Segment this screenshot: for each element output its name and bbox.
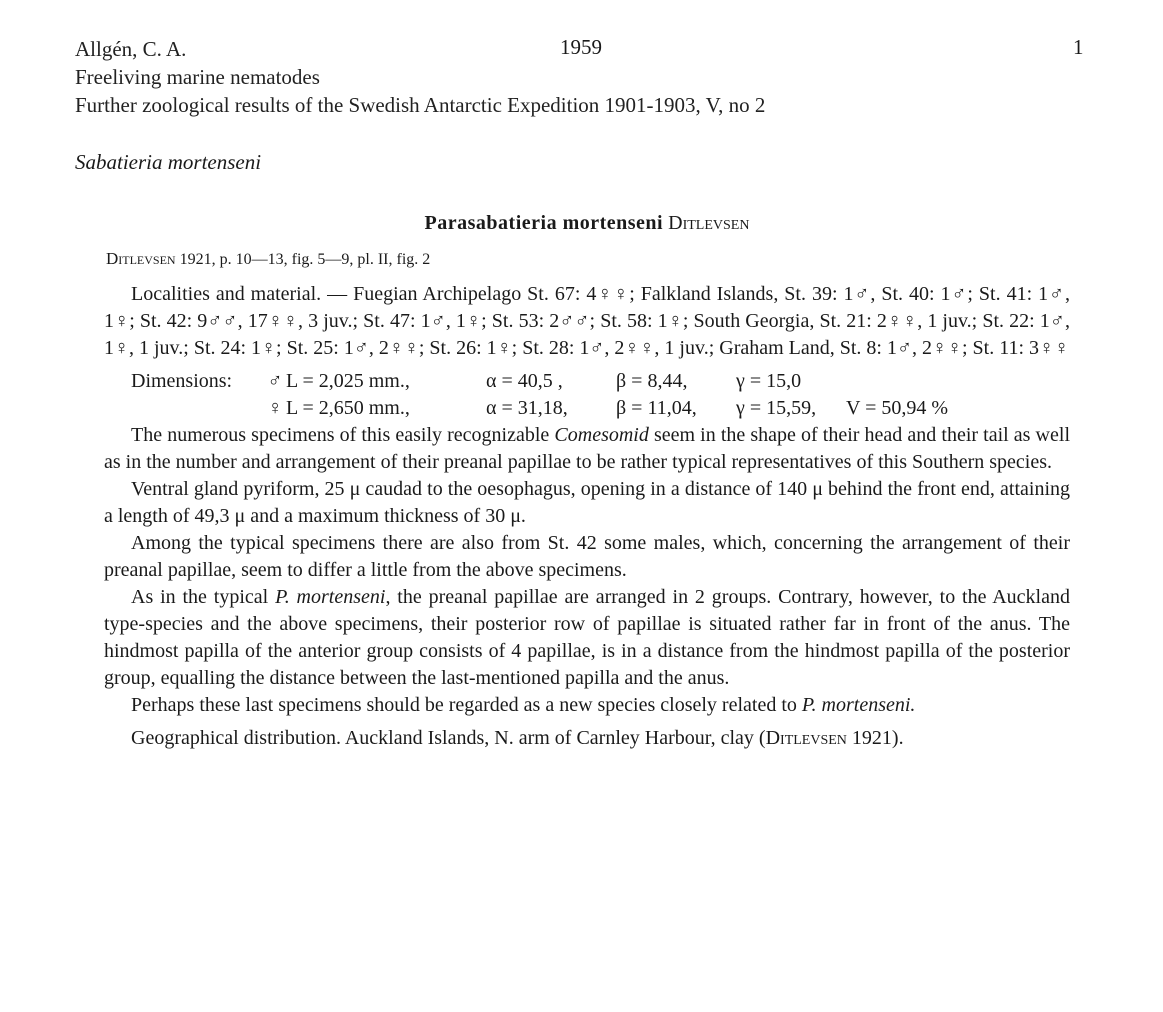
paragraph-st42-males: Among the typical specimens there are also from St. 42 some males, which, concerning the arrangement of their preanal papillae, seem to differ a little from the above specimens. bbox=[104, 532, 1070, 581]
citation-year: 1959 bbox=[560, 35, 602, 59]
species-italic-ref-2: P. mortenseni. bbox=[801, 694, 916, 716]
paragraph-preanal-papillae: As in the typical P. mortenseni, the preanal papillae are arranged in 2 groups. Contrary, however, to the Auckland type-species and the above specimens, their posterior row of papillae is situated rather far in front of the anus. The hindmost papilla of the anterior group consists of 4 papillae, is in a distance from the hindmost papilla of the posterior group, equalling the distance between the last-mentioned papilla and the anus. bbox=[104, 586, 1070, 689]
paragraph-specimens: The numerous specimens of this easily recognizable Comesomid seem in the shape of their head and their tail as well as in the number and arrangement of their preanal papillae to be rather typical representatives of this Southern species. bbox=[104, 424, 1070, 473]
male-beta: β = 8,44, bbox=[616, 370, 688, 392]
paragraph-distribution: Geographical distribution. Auckland Islands, N. arm of Carnley Harbour, clay (Ditlevsen 1921). bbox=[131, 727, 904, 749]
reference-text: 1921, p. 10—13, fig. 5—9, pl. II, fig. 2 bbox=[175, 251, 431, 268]
female-beta: β = 11,04, bbox=[616, 397, 697, 419]
article-title bbox=[104, 210, 1070, 237]
dimensions-male-row bbox=[104, 368, 1070, 395]
dimensions-block bbox=[104, 368, 1070, 422]
dimensions-label: Dimensions: bbox=[131, 370, 233, 392]
distribution-author: Ditlevsen bbox=[765, 727, 847, 749]
article-title-author: Ditlevsen bbox=[668, 212, 750, 234]
paragraph-new-species: Perhaps these last specimens should be regarded as a new species closely related to P. mortenseni. bbox=[131, 694, 916, 716]
male-symbol: ♂ bbox=[267, 370, 283, 392]
male-length: L = 2,025 mm., bbox=[286, 370, 410, 392]
dimensions-female-row bbox=[104, 395, 1070, 422]
citation-work-title: Freeliving marine nematodes bbox=[75, 65, 320, 89]
citation-author: Allgén, C. A. bbox=[75, 37, 187, 61]
female-symbol: ♀ bbox=[267, 397, 283, 419]
female-alpha: α = 31,18, bbox=[486, 397, 568, 419]
male-alpha: α = 40,5 , bbox=[486, 370, 563, 392]
comesomid-term: Comesomid bbox=[554, 424, 649, 446]
species-italic-ref: P. mortenseni bbox=[275, 586, 386, 608]
male-gamma: γ = 15,0 bbox=[736, 370, 802, 392]
article-title-species: Parasabatieria mortenseni bbox=[424, 212, 664, 234]
species-label: Sabatieria mortenseni bbox=[75, 150, 262, 174]
female-gamma: γ = 15,59, bbox=[736, 397, 817, 419]
female-length: L = 2,650 mm., bbox=[286, 397, 410, 419]
scanned-page-body bbox=[104, 210, 1070, 752]
reference-line bbox=[106, 245, 1070, 273]
female-vulva: V = 50,94 % bbox=[846, 397, 949, 419]
page-number: 1 bbox=[1073, 35, 1084, 59]
citation-series: Further zoological results of the Swedish Antarctic Expedition 1901-1903, V, no 2 bbox=[75, 93, 766, 117]
localities-paragraph: Localities and material. — Fuegian Archipelago St. 67: 4♀♀; Falkland Islands, St. 39: 1♂, St. 40: 1♂; St. 41: 1♂, 1♀; St. 42: 9♂♂, 17♀♀, 3 juv.; St. 47: 1♂, 1♀; St. 53: 2♂♂; St. 58: 1♀; South Georgia, St. 21: 2♀♀, 1 juv.; St. 22: 1♂, 1♀, 1 juv.; St. 24: 1♀; St. 25: 1♂, 2♀♀; St. 26: 1♀; St. 28: 1♂, 2♀♀, 1 juv.; Graham Land, St. 8: 1♂, 2♀♀; St. 11: 3♀♀ bbox=[104, 283, 1070, 359]
paragraph-ventral-gland: Ventral gland pyriform, 25 μ caudad to the oesophagus, opening in a distance of 140 μ behind the front end, attaining a length of 49,3 μ and a maximum thickness of 30 μ. bbox=[104, 478, 1070, 527]
reference-author: Ditlevsen bbox=[106, 249, 176, 268]
citation-header bbox=[75, 35, 955, 119]
